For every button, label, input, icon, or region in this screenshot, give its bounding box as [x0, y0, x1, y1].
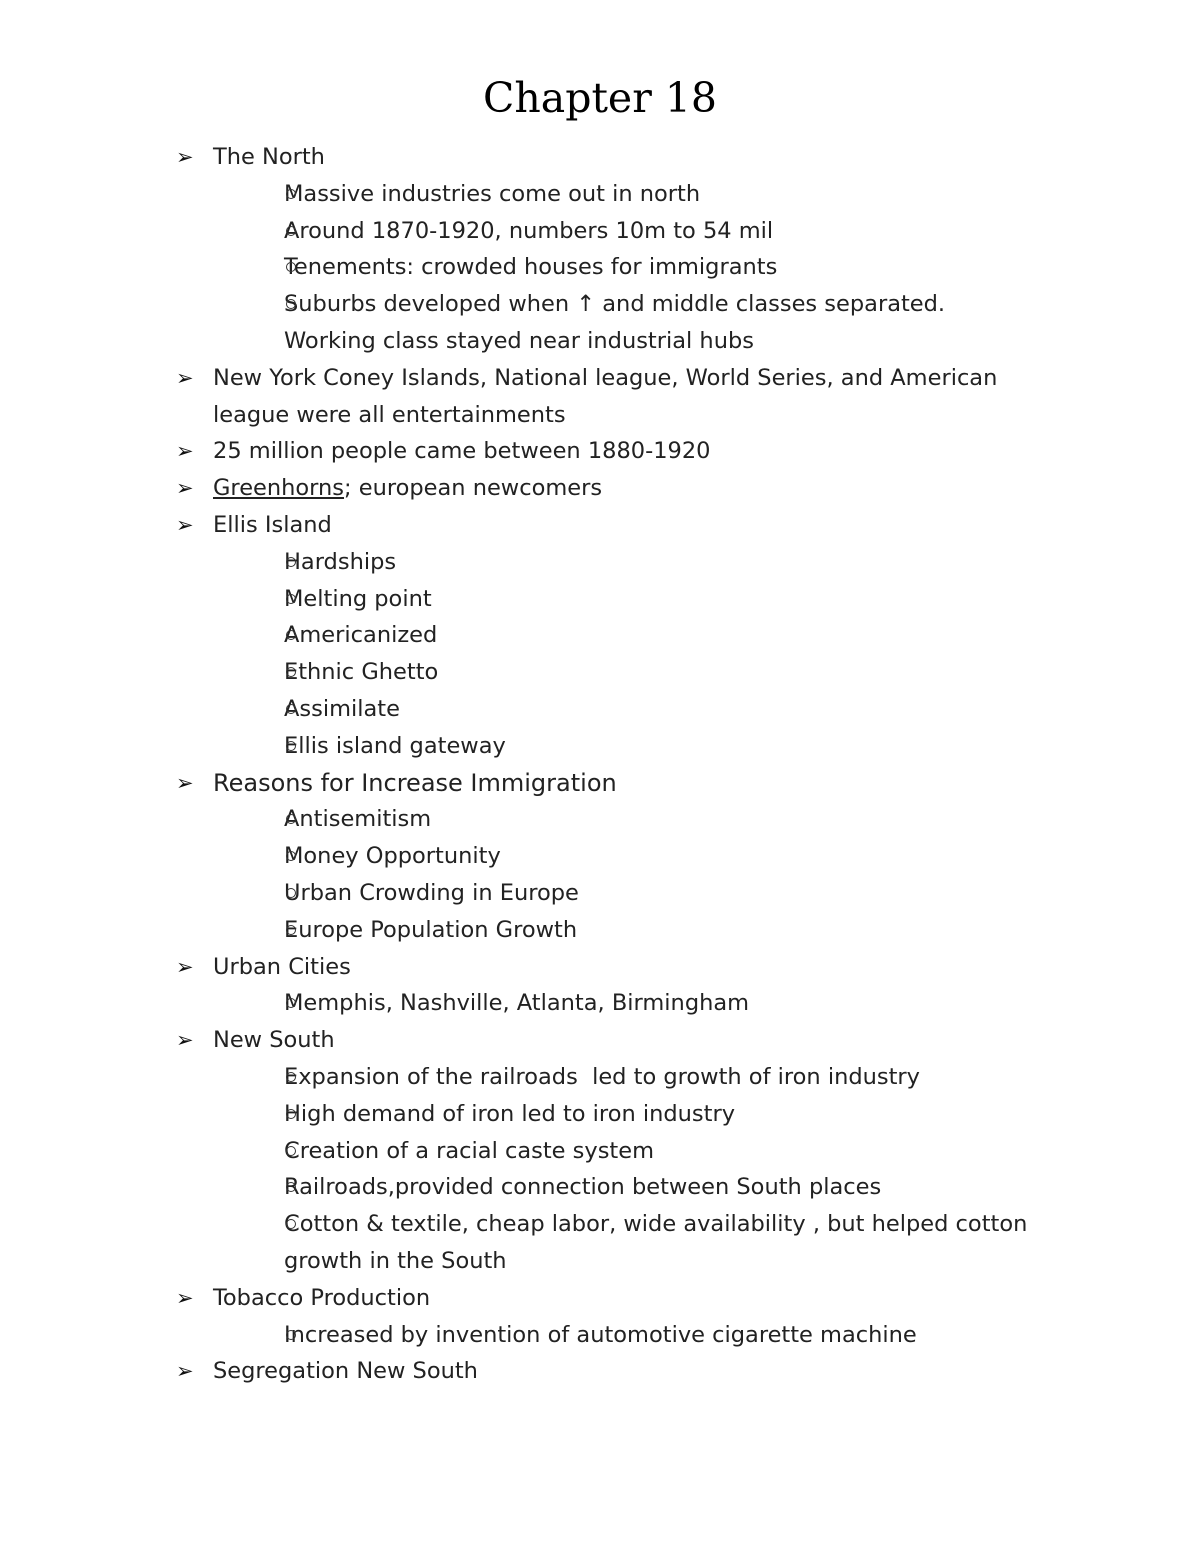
- sub-list-item-text: Tenements: crowded houses for immigrants: [284, 254, 778, 281]
- sub-list-item: [213, 875, 1076, 912]
- sub-list: [213, 985, 1076, 1022]
- list-item-text: 25 million people came between 1880-1920: [213, 438, 711, 465]
- circle-bullet-icon: [286, 581, 298, 618]
- arrow-bullet-icon: ➢: [176, 145, 194, 169]
- sub-list-item-text: Melting point: [284, 585, 432, 612]
- arrow-bullet-icon: ➢: [176, 770, 194, 795]
- sub-list-item: [213, 838, 1076, 875]
- circle-bullet-icon: [286, 1317, 298, 1354]
- circle-bullet-icon: [286, 213, 298, 250]
- underlined-term: Greenhorns: [213, 475, 345, 502]
- sub-list-item: [213, 1133, 1076, 1170]
- arrow-bullet-icon: ➢: [176, 476, 194, 501]
- arrow-bullet-icon: ➢: [176, 512, 194, 537]
- sub-list-item-text: Suburbs developed when ↑ and middle classes separated. Working class stayed near industrial hubs: [284, 291, 946, 354]
- sub-list-item: [213, 654, 1076, 691]
- sub-list: [213, 801, 1076, 948]
- arrow-bullet-icon: ➢: [176, 1359, 194, 1384]
- list-item-text: Urban Cities: [213, 953, 351, 980]
- arrow-bullet-icon: ➢: [176, 365, 194, 390]
- circle-bullet-icon: [286, 544, 298, 581]
- list-item: [176, 765, 1076, 949]
- sub-list-item-text: High demand of iron led to iron industry: [284, 1100, 736, 1127]
- notes-list: [176, 139, 1076, 1390]
- sub-list: [213, 544, 1076, 765]
- sub-list-item: [213, 1096, 1076, 1133]
- list-item: [176, 1022, 1076, 1280]
- list-item-text: Ellis Island: [213, 511, 332, 538]
- circle-bullet-icon: [286, 838, 298, 875]
- list-item-text: Reasons for Increase Immigration: [213, 768, 617, 797]
- sub-list: [213, 176, 1076, 360]
- sub-list-item-text: Ethnic Ghetto: [284, 659, 439, 686]
- circle-bullet-icon: [286, 985, 298, 1022]
- sub-list-item-text: Railroads,provided connection between South places: [284, 1174, 882, 1201]
- sub-list-item: [213, 691, 1076, 728]
- sub-list-item: [213, 581, 1076, 618]
- circle-bullet-icon: [286, 875, 298, 912]
- sub-list-item: [213, 286, 1076, 360]
- list-item: [176, 360, 1076, 434]
- circle-bullet-icon: [286, 801, 298, 838]
- sub-list-item: [213, 213, 1076, 250]
- arrow-bullet-icon: ➢: [176, 1285, 194, 1310]
- arrow-bullet-icon: ➢: [176, 954, 194, 979]
- sub-list-item: [213, 912, 1076, 949]
- sub-list-item-text: Around 1870-1920, numbers 10m to 54 mil: [284, 217, 774, 244]
- sub-list: [213, 1317, 1076, 1354]
- circle-bullet-icon: [286, 249, 298, 286]
- sub-list-item: [213, 985, 1076, 1022]
- list-item-text: New South: [213, 1027, 335, 1054]
- sub-list-item-text: Memphis, Nashville, Atlanta, Birmingham: [284, 990, 750, 1017]
- circle-bullet-icon: [286, 1133, 298, 1170]
- list-item: [176, 1353, 1076, 1390]
- list-item: [176, 139, 1076, 360]
- circle-bullet-icon: [286, 1059, 298, 1096]
- sub-list-item: [213, 1169, 1076, 1206]
- sub-list-item-text: Europe Population Growth: [284, 916, 578, 943]
- circle-bullet-icon: [286, 912, 298, 949]
- circle-bullet-icon: [286, 176, 298, 213]
- sub-list-item: [213, 1059, 1076, 1096]
- circle-bullet-icon: [286, 691, 298, 728]
- sub-list-item-text: Cotton & textile, cheap labor, wide availability , but helped cotton growth in the South: [284, 1211, 1028, 1274]
- list-item: [176, 470, 1076, 507]
- list-item: [176, 949, 1076, 1023]
- circle-bullet-icon: [286, 1206, 298, 1243]
- sub-list-item-text: Americanized: [284, 622, 438, 649]
- sub-list-item-text: Hardships: [284, 548, 397, 575]
- list-item-text: Segregation New South: [213, 1358, 478, 1385]
- list-item-text: Tobacco Production: [213, 1284, 431, 1311]
- list-item: [176, 1280, 1076, 1354]
- sub-list-item: [213, 728, 1076, 765]
- list-item-text: New York Coney Islands, National league, World Series, and American league were all entertainments: [213, 364, 998, 428]
- arrow-bullet-icon: ➢: [176, 1028, 194, 1053]
- sub-list-item: [213, 801, 1076, 838]
- circle-bullet-icon: [286, 654, 298, 691]
- sub-list-item-text: Increased by invention of automotive cigarette machine: [284, 1321, 917, 1348]
- circle-bullet-icon: [286, 617, 298, 654]
- circle-bullet-icon: [286, 728, 298, 765]
- list-item-text: The North: [213, 144, 325, 170]
- sub-list-item: [213, 1317, 1076, 1354]
- page-title: Chapter 18: [482, 74, 717, 122]
- sub-list-item: [213, 249, 1076, 286]
- sub-list-item-text: Ellis island gateway: [284, 732, 506, 759]
- circle-bullet-icon: [286, 1169, 298, 1206]
- sub-list-item: [213, 1206, 1076, 1280]
- sub-list-item: [213, 617, 1076, 654]
- sub-list-item: [213, 544, 1076, 581]
- list-item-text: ; european newcomers: [344, 475, 603, 502]
- sub-list-item-text: Money Opportunity: [284, 843, 501, 870]
- sub-list-item: [213, 176, 1076, 213]
- sub-list-item-text: Massive industries come out in north: [284, 180, 701, 207]
- circle-bullet-icon: [286, 1096, 298, 1133]
- arrow-bullet-icon: ➢: [176, 439, 194, 464]
- sub-list: [213, 1059, 1076, 1280]
- circle-bullet-icon: [286, 286, 298, 323]
- list-item: [176, 507, 1076, 765]
- sub-list-item-text: Expansion of the railroads led to growth of iron industry: [284, 1063, 920, 1090]
- sub-list-item-text: Antisemitism: [284, 806, 432, 833]
- sub-list-item-text: Creation of a racial caste system: [284, 1137, 655, 1164]
- sub-list-item-text: Urban Crowding in Europe: [284, 879, 579, 906]
- list-item: [176, 433, 1076, 470]
- sub-list-item-text: Assimilate: [284, 695, 400, 722]
